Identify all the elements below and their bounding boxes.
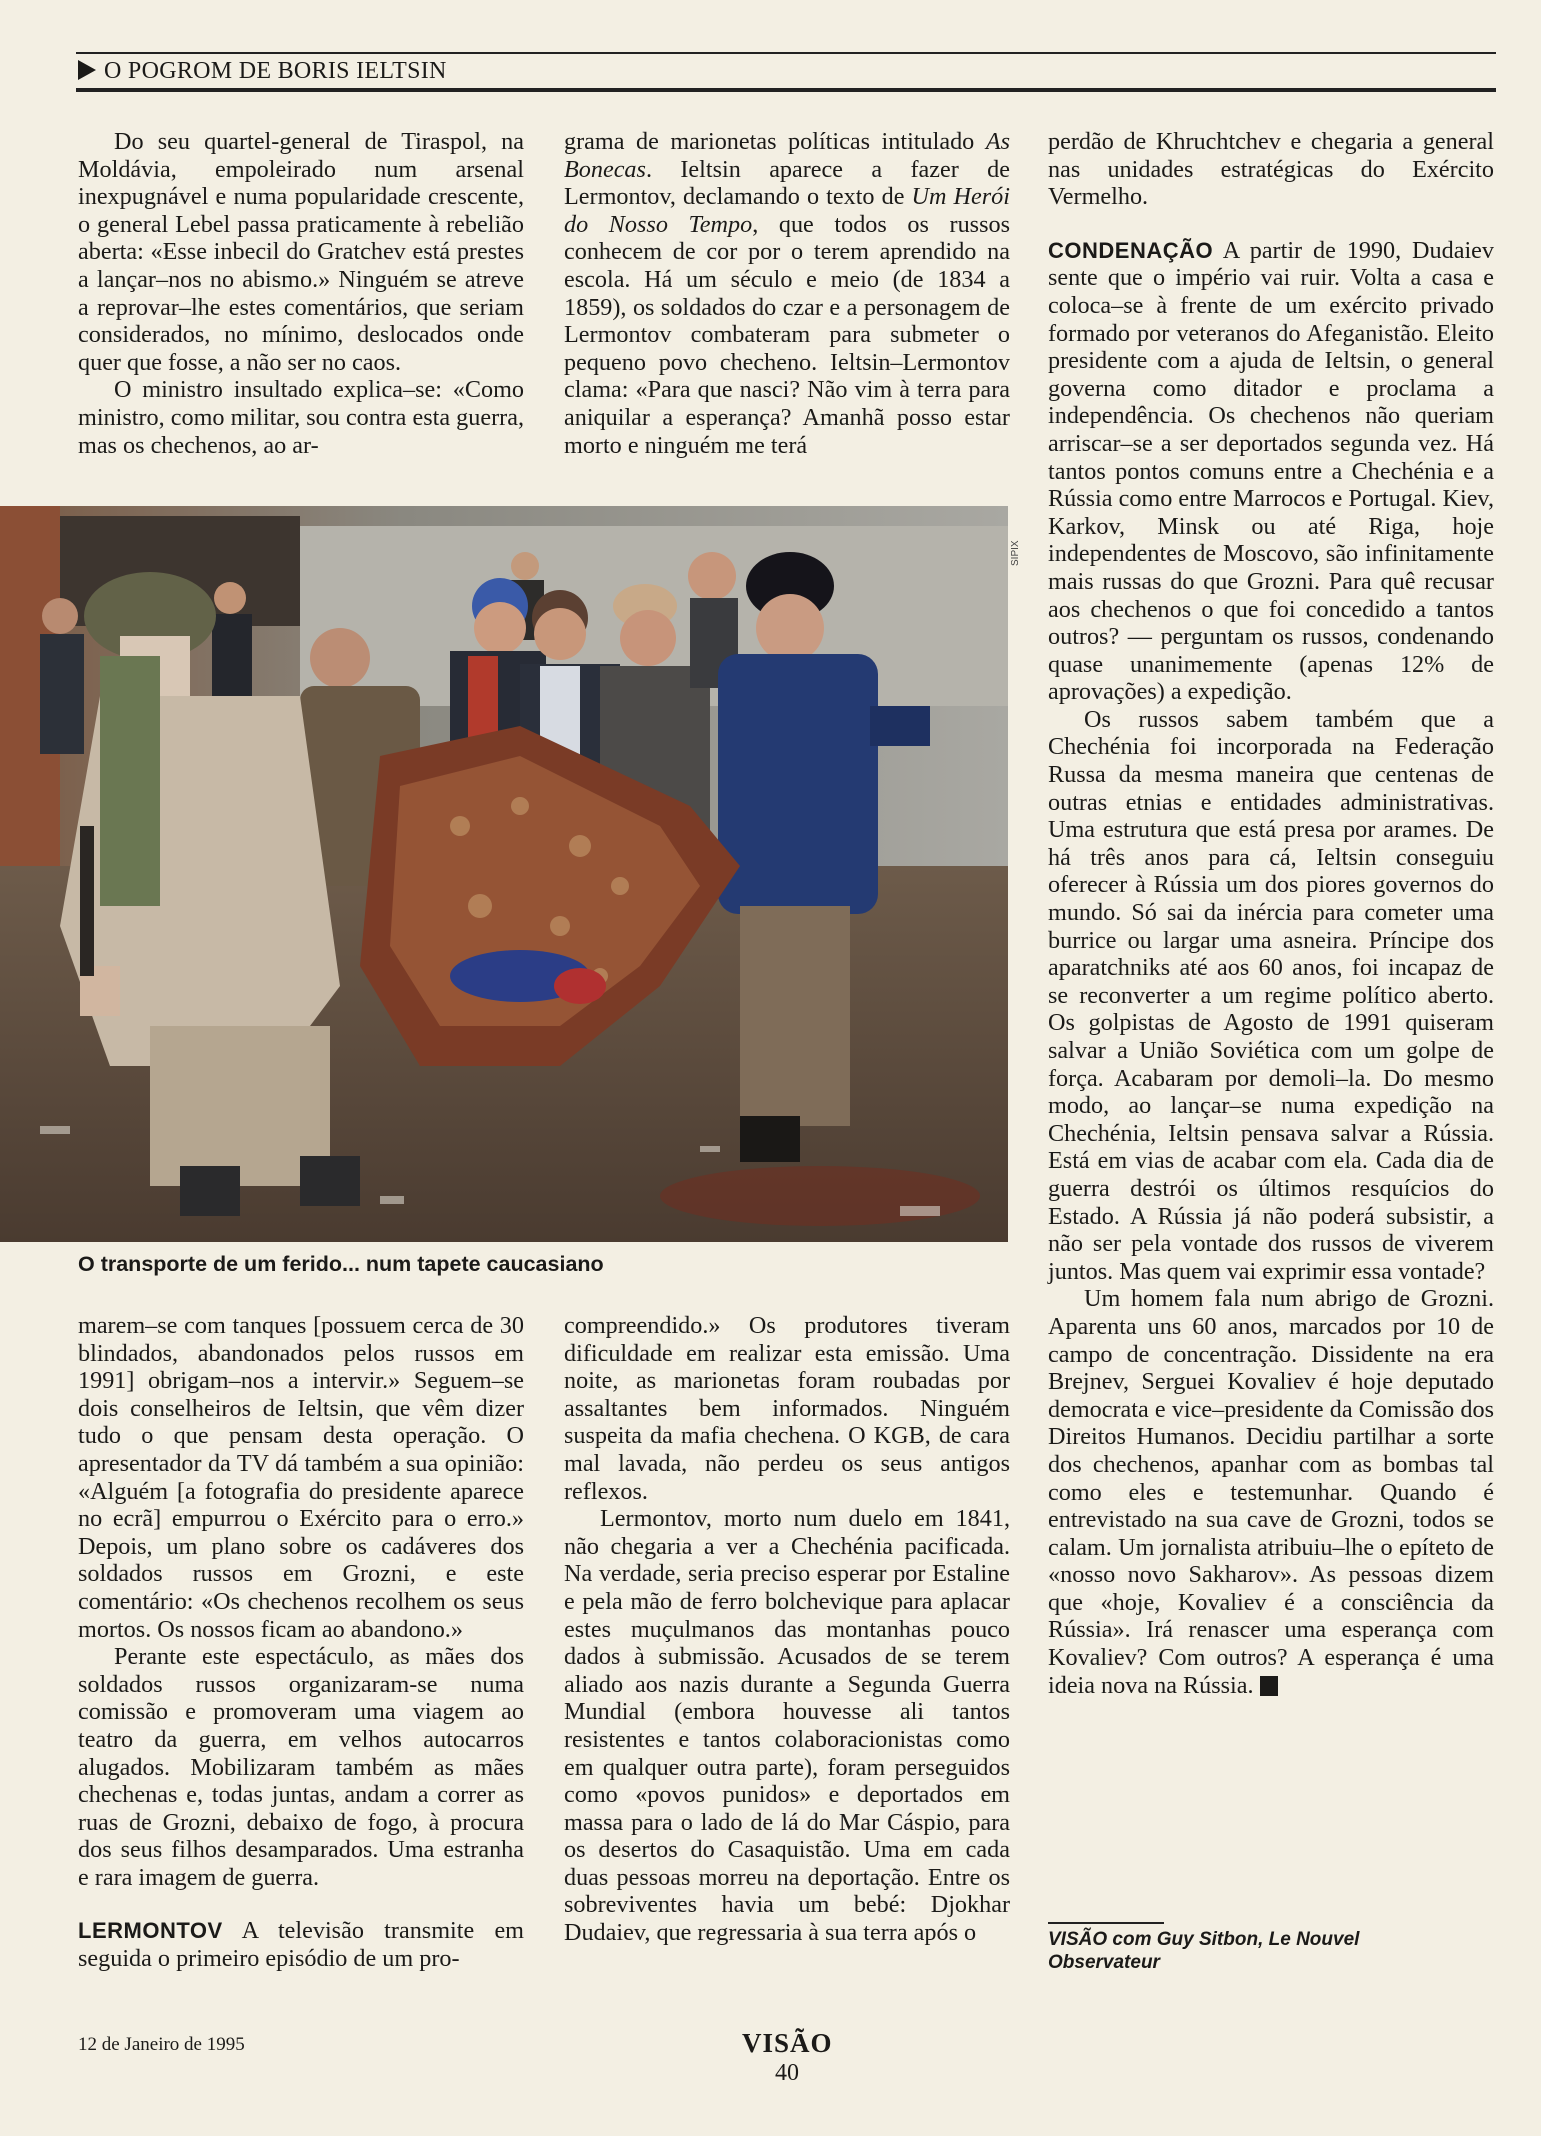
- program-title: As Bonecas: [564, 128, 1010, 183]
- paragraph: O ministro insultado explica–se: «Como ministro, como militar, sou contra esta guerra, mas os chechenos, ao ar-: [78, 376, 524, 459]
- photo-caption: O transporte de um ferido... num tapete caucasiano: [78, 1252, 604, 1276]
- paragraph: Os russos sabem também que a Chechénia foi incorporada na Federação Russa da mesma maneira que centenas de outras etnias e entidades administrativas. Uma estrutura que está presa por arames. De há três anos para cá, Ieltsin conseguiu oferecer à Rússia um dos piores governos do mundo. Só sai da inércia para cometer uma burrice ou largar uma asneira. Príncipe dos aparatchniks até aos 60 anos, foi incapaz de se reconverter a um regime político aberto. Os golpistas de Agosto de 1991 quiseram salvar a União Soviética com um golpe de força. Acabaram por demoli–la. Do mesmo modo, ao lançar–se numa expedição na Chechénia, Ieltsin pensava salvar a Rússia. Está em vias de acabar com ela. Cada dia de guerra destrói os últimos resquícios do Estado. A Rússia já não poderá subsistir, a não ser pela vontade dos russos de viverem juntos. Mas quem vai exprimir essa vontade?: [1048, 705, 1494, 1285]
- paragraph: perdão de Khruchtchev e chegaria a general nas unidades estratégicas do Exército Vermelho.: [1048, 128, 1494, 211]
- paragraph: marem–se com tanques [possuem cerca de 30 blindados, abandonados pelos russos em 1991] obrigam–nos a intervir.» Seguem–se dois conselheiros de Ieltsin, que vêm dizer tudo o que pensam desta operação. O apresentador da TV dá também a sua opinião: «Alguém [a fotografia do presidente aparece no ecrã] empurrou o Exército para o erro.» Depois, um plano sobre os cadáveres dos soldados russos em Grozni, e este comentário: «Os chechenos recolhem os seus mortos. Os nossos ficam ao abandono.»: [78, 1312, 524, 1643]
- column-2-bottom: [564, 1312, 1010, 1947]
- text-run: . Ieltsin aparece a fazer de Lermontov, declamando o texto de: [564, 155, 1010, 211]
- paragraph: Perante este espectáculo, as mães dos soldados russos organizaram-se numa comissão e promoveram uma viagem ao teatro da guerra, em velhos autocarros alugados. Mobilizaram também as mães chechenas e, todas juntas, andam a correr as ruas de Grozni, debaixo de fogo, à procura dos seus filhos desamparados. Uma estranha e rara imagem de guerra.: [78, 1643, 524, 1891]
- column-1-top: [78, 128, 524, 459]
- paragraph: [1048, 237, 1494, 706]
- column-1-bottom: [78, 1312, 524, 1973]
- column-3: [1048, 128, 1494, 1699]
- header-rule: [76, 52, 1496, 54]
- paragraph: [1048, 1285, 1494, 1699]
- subheading-lermontov: LERMONTOV: [78, 1918, 223, 1944]
- column-2-top: [564, 128, 1010, 459]
- page-number: 40: [775, 2060, 799, 2086]
- photo-wounded-carried-on-carpet: [0, 506, 1008, 1242]
- paragraph: [78, 1917, 524, 1972]
- issue-date: 12 de Janeiro de 1995: [78, 2034, 245, 2055]
- text-run: A partir de 1990, Dudaiev sente que o império vai ruir. Volta a casa e coloca–se à frente de um exército privado formado por veteranos do Afeganistão. Eleito presidente com a ajuda de Ieltsin, o general governa como ditador e proclama a independência. Os chechenos não queriam arriscar–se a ser deportados segunda vez. Há tantos pontos comuns entre a Chechénia e a Rússia como entre Marrocos e Portugal. Kiev, Karkov, Minsk ou até Riga, hoje independentes de Moscovo, são infinitamente mais russas do que Grozni. Para quê recusar aos chechenos o que foi concedido a tantos outros? — perguntam os russos, condenando quase unanimemente (apenas 12% de aprovações) a expedição.: [1048, 236, 1494, 706]
- subheading-condenacao: CONDENAÇÃO: [1048, 237, 1214, 263]
- end-mark-icon: [1260, 1676, 1278, 1696]
- text-run: A televisão transmite em seguida o primeiro episódio de um pro-: [78, 1917, 524, 1973]
- paragraph: [564, 128, 1010, 459]
- paragraph: Do seu quartel-general de Tiraspol, na Moldávia, empoleirado num arsenal inexpugnável e numa popularidade crescente, o general Lebel passa praticamente à rebelião aberta: «Esse inbecil do Gratchev está prestes a lançar–nos no abismo.» Ninguém se atreve a reprovar–lhe estes comentários, que seriam considerados, no mínimo, deslocados onde quer que fosse, a não ser no caos.: [78, 128, 524, 376]
- text-run: Um homem fala num abrigo de Grozni. Aparenta uns 60 anos, marcados por 10 de campo de concentração. Dissidente na era Brejnev, Serguei Kovaliev é hoje deputado democrata e vice–presidente da Comissão dos Direitos Humanos. Decidiu partilhar a sorte dos chechenos, apanhar com as bombas tal como eles e testemunhar. Quando é entrevistado na sua cave de Grozni, todos se calam. Um jornalista atribuiu–lhe o epíteto de «nosso novo Sakharov». As pessoas dizem que «hoje, Kovaliev é a consciência da Rússia». Irá renascer uma esperança com Kovaliev? Com outros? A esperança é uma ideia nova na Rússia.: [1048, 1285, 1494, 1699]
- paragraph: compreendido.» Os produtores tiveram dificuldade em realizar esta emissão. Uma noite, as marionetas foram roubadas por assaltantes bem informados. Ninguém suspeita da mafia chechena. O KGB, de cara mal lavada, não perdeu os seus antigos reflexos.: [564, 1312, 1010, 1505]
- section-kicker: [78, 58, 447, 85]
- header-rule-thick: [76, 88, 1496, 92]
- book-title: Um Herói do Nosso Tempo: [564, 183, 1010, 238]
- triangle-bullet-icon: [78, 60, 96, 80]
- byline: VISÃO com Guy Sitbon, Le Nouvel Observateur: [1048, 1929, 1360, 1973]
- news-photo: [0, 506, 1008, 1242]
- kicker-text: O POGROM DE BORIS IELTSIN: [104, 58, 447, 84]
- paragraph: Lermontov, morto num duelo em 1841, não chegaria a ver a Chechénia pacificada. Na verdade, seria preciso esperar por Estaline e pela mão de ferro bolchevique para aplacar estes muçulmanos das montanhas pouco dados à submissão. Acusados de se terem aliado aos nazis durante a Segunda Guerra Mundial (embora houvesse ali tantos resistentes e tantos colaboracionistas como em qualquer outra parte), foram perseguidos como «povos punidos» e deportados em massa para o lado de lá do Mar Cáspio, para os desertos do Casaquistão. Uma em cada duas pessoas morreu na deportação. Entre os sobreviventes havia um bebé: Djokhar Dudaiev, que regressaria à sua terra após o: [564, 1505, 1010, 1947]
- text-run: grama de marionetas políticas intitulado: [564, 128, 986, 155]
- byline-rule: [1048, 1922, 1164, 1924]
- magazine-name: VISÃO: [742, 2028, 833, 2058]
- text-run: , que todos os russos conhecem de cor por o terem aprendido na escola. Há um século e meio (de 1834 a 1859), os soldados do czar e a personagem de Lermontov combateram para submeter o pequeno povo checheno. Ieltsin–Lermontov clama: «Para que nasci? Não vim à terra para aniquilar a esperança? Amanhã posso estar morto e ninguém me terá: [564, 210, 1010, 459]
- photo-credit: SIPIX: [1010, 540, 1021, 566]
